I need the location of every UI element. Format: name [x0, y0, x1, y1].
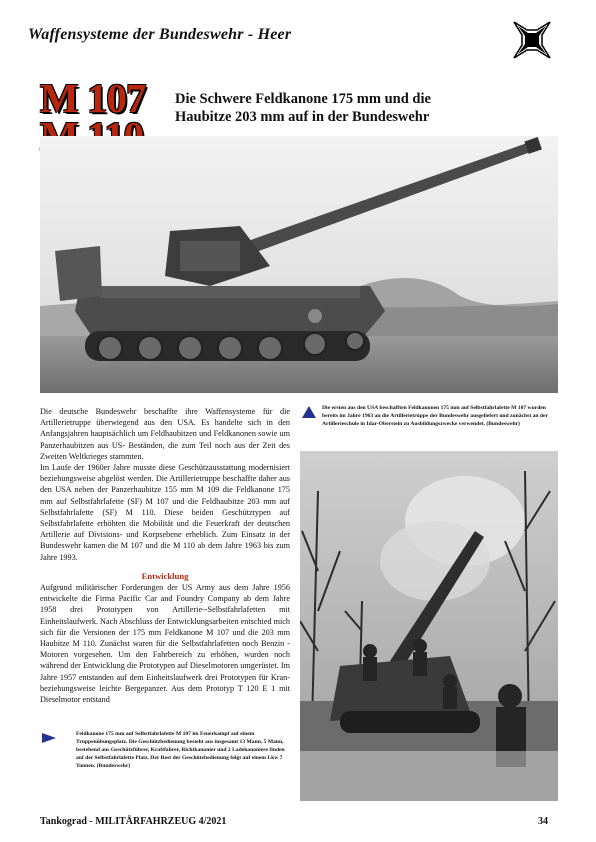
triangle-right-icon: [42, 733, 56, 743]
model-title-line1: M 107: [40, 75, 146, 121]
headline: Die Schwere Feldkanone 175 mm und die Haubitze 203 mm auf in der Bundeswehr: [175, 91, 431, 125]
section-heading: Entwicklung: [141, 571, 189, 581]
page-number: 34: [538, 816, 548, 827]
series-title: Waffensysteme der Bundeswehr - Heer: [28, 26, 292, 43]
second-photo: [300, 451, 558, 801]
section-text: Aufgrund militärischer Forderungen der US Army aus dem Jahre 1956 entwickelte die Firma Pacific Car and Foundry Company ab dem Jahre 1958 drei Prototypen von Artillerie--Selbstfahrlafetten mit Einheitslaufwerk. Nach Abschluss der Entwicklungsarbeiten entschied mich sich für die Versionen der 175 mm Feldkanone M 107 und die 203 mm Haubitze M 110. Zunächst waren für die Selbstfahrlafetten noch Benzin -Motoren vorgesehen. Um den Fahrbereich zu erhöhen, wurden noch während der Entwicklung die Prototypen auf Dieselmotoren umgerüstet. Im Jahre 1957 entstanden auf dem Einheitslaufwerk drei Prototypen für Kran- beziehungsweise leichte Bergepanzer. Aus dem Prototyp T 120 E 1 mit Dieselmotor entstand: [40, 583, 290, 705]
iron-cross-icon: [512, 20, 552, 60]
footer-publication: Tankograd - MILITÄRFAHRZEUG 4/2021: [40, 816, 227, 827]
intro-text: [40, 406, 290, 563]
triangle-up-icon: [302, 406, 316, 418]
intro-paragraph: Im Laufe der 1960er Jahre musste diese Geschützausstattung modernisiert beziehungsweise abgelöst werden. Die Artillerietruppe beschaffte daher aus den USA neben der Panzerhaubitze 155 mm M 109 die Feldkanone 175 mm auf Selbstfahrlafette (SF) M 107 und die Feldhaubitze 203 mm auf Selbstfahrlafette (SF) M 110. Diese beiden Geschütztypen auf Selbstfahrlafette erhöhten die Mobilität und die Feuerkraft der deutschen Artillerie auf Divisions- und Korpsebene erheblich. Zum Einsatz in der Bundeswehr kamen die M 107 und die M 110 ab dem Jahre 1963 bis zum Jahre 1993.: [40, 463, 290, 562]
intro-paragraph: Die deutsche Bundeswehr beschaffte ihre Waffensysteme für die Artillerietruppe überwiegend aus den USA. Es handelte sich in den Anfangsjahren hauptsächlich um Feldhaubitzen und Feldkanonen sowie um Panzerhaubitzen aus US- Beständen, die zum Teil noch aus der Zeit des Zweiten Weltkrieges stammten.: [40, 407, 290, 461]
caption-top: Die ersten aus den USA beschafften Feldkanonen 175 mm auf Selbstfahrlafette M 107 wurden bereits im Jahre 1963 an die Artillerietruppe der Bundeswehr ausgeliefert und zunächst an der Artillerieschule in Idar-Oberstein zu Ausbildungszwecke verwendet. (Bundeswehr): [322, 405, 548, 427]
caption-bottom: Feldkanone 175 mm auf Selbstfahrlafette M 107 im Feuerkampf auf einem Truppenübungsplatz. Die Geschützbedienung besteht aus insgesamt 13 Mann. 5 Mann, bestehend aus Geschützführer, Kraftfahrer, Richtkanonier und 2 Ladekanoniere finden auf der Selbstfahrlafette Platz. Der Rest der Geschützbedienung folgt auf einem Lkw 7 Tonnen. (Bundeswehr): [76, 731, 285, 769]
main-photo: [40, 136, 558, 393]
